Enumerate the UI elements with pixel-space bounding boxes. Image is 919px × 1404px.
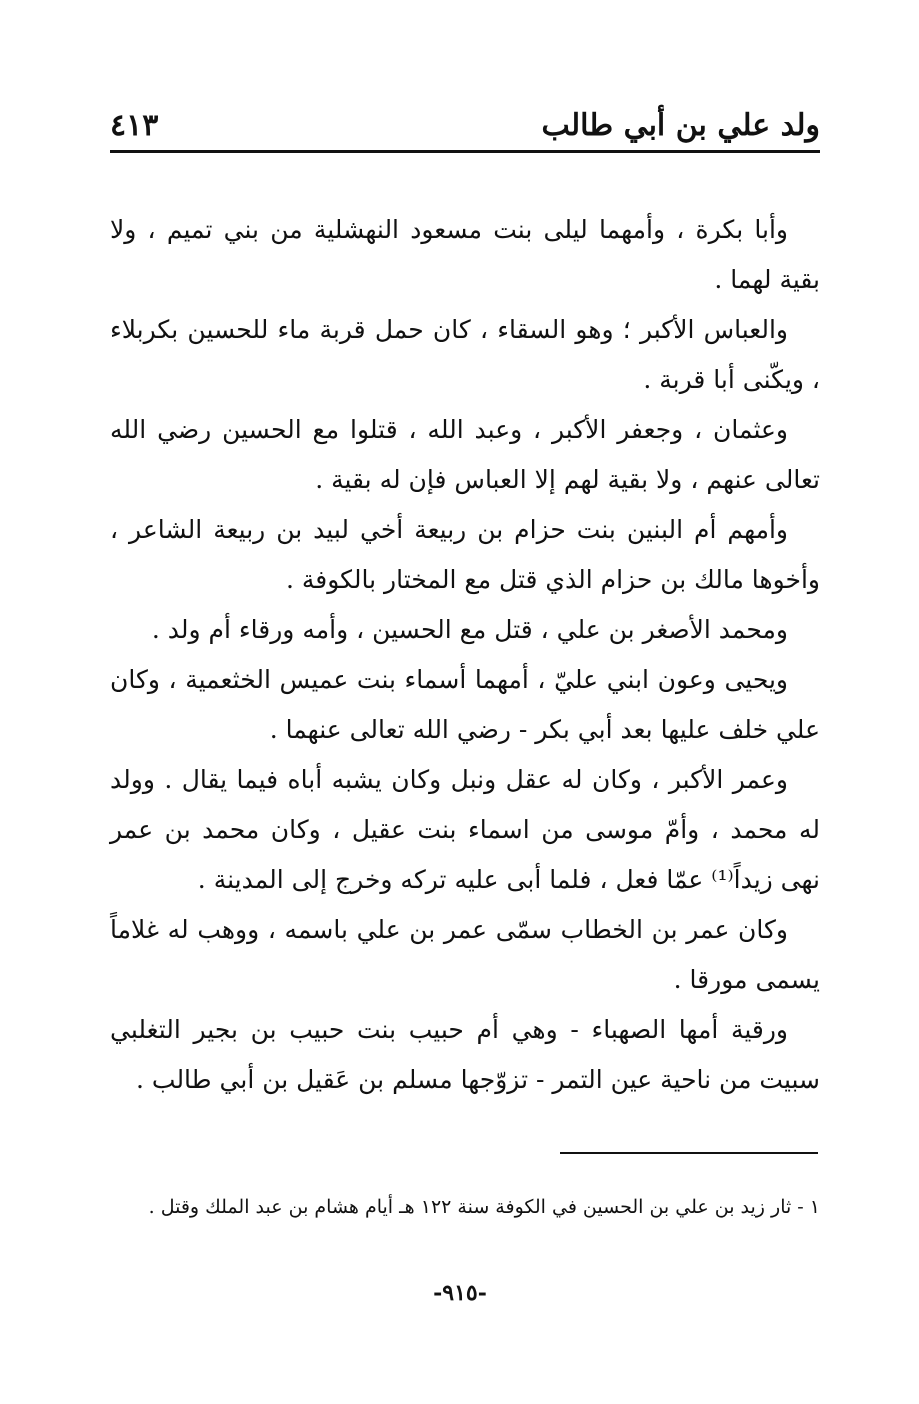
footnote: ١ - ثار زيد بن علي بن الحسين في الكوفة سنة ١٢٢ هـ أيام هشام بن عبد الملك وقتل . bbox=[148, 1196, 820, 1218]
running-header bbox=[110, 108, 820, 148]
paragraph: وأمهم أم البنين بنت حزام بن ربيعة أخي لبيد بن ربيعة الشاعر ، وأخوها مالك بن حزام الذي قتل مع المختار بالكوفة . bbox=[110, 515, 820, 594]
paragraph: ومحمد الأصغر بن علي ، قتل مع الحسين ، وأمه ورقاء أم ولد . bbox=[151, 615, 788, 644]
paragraph: وكان عمر بن الخطاب سمّى عمر بن علي باسمه ، ووهب له غلاماً يسمى مورقا . bbox=[110, 915, 820, 994]
paragraph: ويحيى وعون ابني عليّ ، أمهما أسماء بنت عميس الخثعمية ، وكان علي خلف عليها بعد أبي بكر - رضي الله تعالى عنهما . bbox=[110, 665, 820, 744]
page-number: -٩١٥- bbox=[433, 1280, 487, 1306]
paragraph: وعثمان ، وجعفر الأكبر ، وعبد الله ، قتلوا مع الحسين رضي الله تعالى عنهم ، ولا بقية لهم إلا العباس فإن له بقية . bbox=[110, 415, 820, 494]
paragraph: وأبا بكرة ، وأمهما ليلى بنت مسعود النهشلية من بني تميم ، ولا بقية لهما . bbox=[110, 215, 820, 294]
paragraph: وعمر الأكبر ، وكان له عقل ونبل وكان يشبه أباه فيما يقال . وولد له محمد ، وأمّ موسى من اسماء بنت عقيل ، وكان محمد بن عمر نهى زيداً⁽¹⁾ عمّا فعل ، فلما أبى عليه تركه وخرج إلى المدينة . bbox=[110, 765, 820, 894]
paragraph: والعباس الأكبر ؛ وهو السقاء ، كان حمل قربة ماء للحسين بكربلاء ، ويكّنى أبا قربة . bbox=[110, 315, 820, 394]
footnote-divider bbox=[560, 1152, 818, 1154]
header-divider bbox=[110, 150, 820, 153]
header-page-ref: ٤١٣ bbox=[110, 108, 159, 143]
paragraph: ورقية أمها الصهباء - وهي أم حبيب بنت حبيب بن بجير التغلبي سبيت من ناحية عين التمر - تزوّجها مسلم بن عَقيل بن أبي طالب . bbox=[110, 1015, 820, 1094]
main-text bbox=[110, 205, 820, 1105]
header-title: ولد علي بن أبي طالب bbox=[541, 108, 820, 143]
